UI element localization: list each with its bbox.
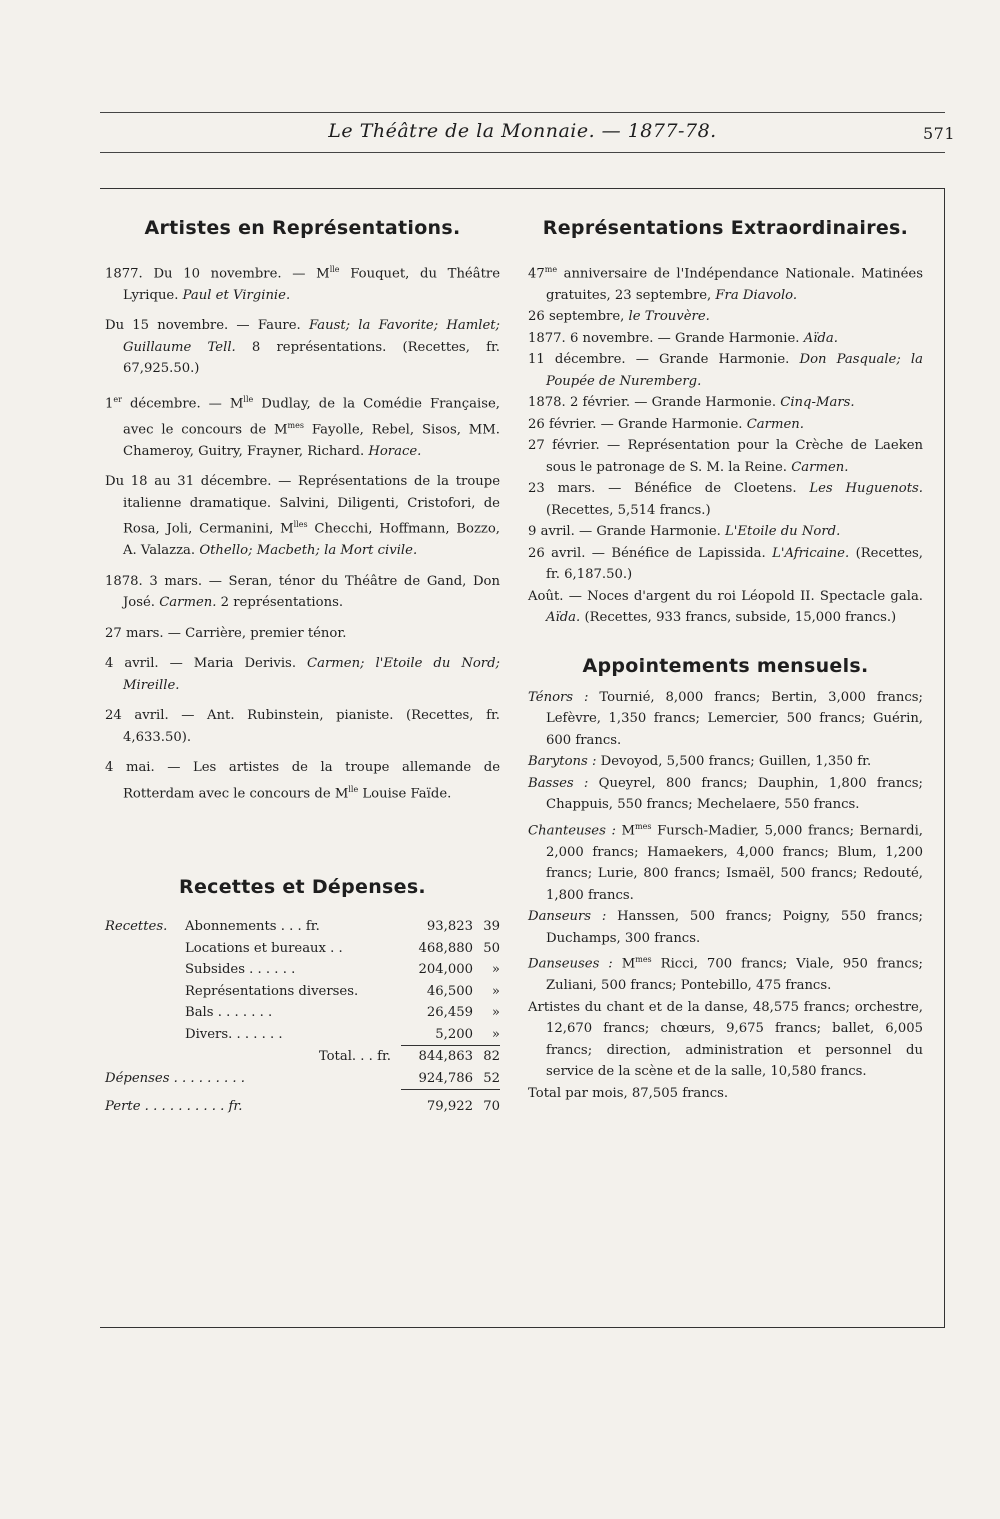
text-segment: anniversaire de l'Indépendance Nationale. Matinées gratuites, 23 septembre,: [546, 266, 923, 303]
text-segment: Fursch-Madier, 5,000 francs; Bernardi, 2,000 francs; Hamaekers, 4,000 francs; Blum, 1,200 francs; Lurie, 800 francs; Ismaël, 500 francs; Redouté, 1,800 francs.: [546, 823, 923, 903]
extraordinaires-list: [528, 259, 923, 629]
total-row: [105, 1046, 500, 1068]
table-row: [105, 938, 500, 960]
text-segment: Barytons :: [528, 754, 597, 770]
row-label: [105, 938, 185, 960]
header-rule-top: [100, 112, 945, 113]
text-segment: (Recettes, fr. 6,187.50.): [546, 545, 923, 583]
row-cents: »: [491, 962, 500, 978]
depenses-amount: 924,786: [401, 1068, 473, 1090]
text-segment: 1877. Du 10 novembre. — M: [105, 266, 330, 282]
text-segment: Faust; la Favorite; Hamlet; Guillaume Tell.: [123, 318, 501, 355]
text-segment: lles: [293, 520, 308, 530]
text-segment: Paul et Virginie.: [182, 287, 291, 303]
text-segment: L'Etoile du Nord.: [725, 524, 841, 540]
text-segment: Fra Diavolo.: [715, 287, 798, 303]
text-segment: (Recettes, 933 francs, subside, 15,000 francs.): [580, 610, 897, 626]
appointements-entry: [528, 773, 923, 816]
text-segment: Carmen; l'Etoile du Nord; Mireille.: [123, 656, 500, 693]
extraordinaires-entry: [528, 259, 923, 306]
right-column: [528, 217, 923, 1104]
table-row: [105, 1024, 500, 1046]
row-cents: »: [491, 1005, 500, 1021]
extraordinaires-entry: [528, 349, 923, 392]
table-row: [105, 1002, 500, 1024]
table-row: [105, 916, 500, 938]
text-segment: Devoyod, 5,500 francs; Guillen, 1,350 fr.: [596, 754, 872, 770]
table-row: [105, 959, 500, 981]
text-segment: M: [615, 823, 636, 839]
page-frame: [100, 188, 945, 1328]
extraordinaires-entry: [528, 586, 923, 629]
left-column: [105, 217, 500, 1118]
extraordinaires-entry: [528, 328, 923, 350]
appointements-entry: [528, 751, 923, 773]
row-label: [105, 1002, 185, 1024]
text-segment: Carmen.: [746, 416, 804, 432]
perte-amount: 79,922: [426, 1099, 473, 1115]
text-segment: Fouquet, du Théâtre Lyrique.: [123, 266, 501, 303]
text-segment: Horace.: [368, 443, 422, 459]
artistes-entry: [105, 259, 500, 306]
table-row: [105, 981, 500, 1003]
text-segment: mes: [635, 821, 652, 831]
text-segment: lle: [329, 265, 340, 274]
appointements-entry: [528, 1083, 923, 1105]
text-segment: 8 représentations. (Recettes, fr. 67,925.50.): [123, 339, 500, 377]
depenses-cents: 52: [473, 1068, 500, 1090]
appointements-title: Appointements mensuels.: [582, 654, 869, 677]
row-cents: »: [473, 1024, 500, 1046]
extraordinaires-entry: [528, 392, 923, 414]
total-label: Total. . . fr.: [318, 1049, 391, 1065]
text-segment: 47: [528, 266, 545, 282]
text-segment: 9 avril. — Grande Harmonie.: [528, 524, 726, 540]
text-segment: Du 18 au 31 décembre. — Représentations de la troupe italienne dramatique. Salvini, Diligenti, Cristofori, de Rosa, Joli, Cermanini, M: [105, 474, 500, 537]
text-segment: er: [113, 394, 122, 404]
text-segment: M: [612, 956, 636, 972]
appointements-entry: [528, 949, 923, 996]
row-cents: 50: [483, 940, 500, 956]
text-segment: Chanteuses :: [528, 823, 616, 839]
row-amount: 5,200: [401, 1024, 473, 1046]
text-segment: Dudlay, de la Comédie Française, avec le concours de M: [123, 396, 500, 438]
text-segment: Août. — Noces d'argent du roi Léopold II. Spectacle gala.: [528, 588, 923, 604]
appointements-entry: [528, 816, 923, 906]
text-segment: 4 mai. — Les artistes de la troupe allemande de Rotterdam avec le concours de M: [105, 760, 500, 801]
artistes-entry: [105, 757, 500, 804]
extraordinaires-entry: [528, 435, 923, 478]
text-segment: 2 représentations.: [216, 595, 344, 611]
text-segment: décembre. — M: [121, 396, 244, 412]
text-segment: 1878. 3 mars. — Seran, ténor du Théâtre de Gand, Don José.: [105, 573, 500, 611]
depenses-label: Dépenses . . . . . . . . .: [105, 1071, 245, 1087]
perte-cents: 70: [483, 1099, 500, 1115]
text-segment: 27 février. — Représentation pour la Crèche de Laeken sous le patronage de S. M. la Reine.: [528, 438, 923, 475]
text-segment: 23 mars. — Bénéfice de Cloetens.: [528, 481, 810, 497]
perte-row: [105, 1090, 500, 1118]
row-amount: 93,823: [426, 919, 473, 935]
text-segment: Don Pasquale; la Poupée de Nuremberg.: [546, 352, 923, 389]
text-segment: Louise Faïde.: [358, 785, 452, 801]
text-segment: 1877. 6 novembre. — Grande Harmonie.: [528, 330, 804, 346]
recettes-title: Recettes et Dépenses.: [179, 876, 426, 899]
row-cents: 39: [483, 919, 500, 935]
text-segment: 11 décembre. — Grande Harmonie.: [528, 352, 800, 368]
text-segment: le Trouvère.: [628, 309, 710, 325]
total-amount: 844,863: [418, 1049, 473, 1065]
text-segment: Carmen.: [791, 459, 849, 475]
row-description: Abonnements . . . fr.: [185, 919, 320, 935]
row-description: Représentations diverses.: [185, 983, 359, 999]
row-description: Subsides . . . . . .: [185, 962, 296, 978]
text-segment: Queyrel, 800 francs; Dauphin, 1,800 francs; Chappuis, 550 francs; Mechelaere, 550 francs.: [546, 775, 923, 813]
row-description: Bals . . . . . . .: [185, 1005, 273, 1021]
text-segment: Carmen.: [159, 595, 217, 611]
text-segment: 27 mars. — Carrière, premier ténor.: [105, 625, 347, 641]
artistes-entry: [105, 389, 500, 462]
text-segment: lle: [348, 784, 359, 794]
row-label: [105, 959, 185, 981]
depenses-row: [105, 1068, 500, 1090]
artistes-entry: [105, 705, 500, 748]
text-segment: 1: [105, 396, 114, 412]
artistes-entry: [105, 471, 500, 561]
text-segment: Ténors :: [528, 689, 589, 705]
row-amount: 26,459: [426, 1005, 473, 1021]
text-segment: Checchi, Hoffmann, Bozzo, A. Valazza.: [123, 521, 500, 559]
text-segment: Othello; Macbeth; la Mort civile.: [199, 543, 418, 559]
text-segment: 4 avril. — Maria Derivis.: [105, 656, 307, 672]
extraordinaires-entry: [528, 306, 923, 328]
row-label: [105, 1024, 185, 1046]
text-segment: Du 15 novembre. — Faure.: [105, 318, 309, 334]
text-segment: 24 avril. — Ant. Rubinstein, pianiste. (Recettes, fr. 4,633.50).: [105, 708, 500, 745]
artistes-entry: [105, 315, 500, 380]
appointements-entry: [528, 997, 923, 1083]
text-segment: Total par mois, 87,505 francs.: [528, 1085, 729, 1101]
page-number: 571: [922, 124, 955, 143]
text-segment: me: [544, 265, 558, 274]
row-amount: 46,500: [426, 983, 473, 999]
text-segment: Artistes du chant et de la danse, 48,575 francs; orchestre, 12,670 francs; chœurs, 9,675 francs; ballet, 6,005 francs; direction, administration et personnel du service de la scène et de la salle, 10,580 francs.: [528, 999, 923, 1080]
text-segment: Danseuses :: [528, 956, 613, 972]
extraordinaires-entry: [528, 521, 923, 543]
text-segment: L'Africaine.: [772, 545, 850, 561]
extraordinaires-title: Représentations Extraordinaires.: [542, 217, 909, 239]
text-segment: Cinq-Mars.: [780, 395, 855, 411]
row-description: Locations et bureaux . .: [185, 940, 343, 956]
text-segment: Danseurs :: [528, 909, 607, 925]
text-segment: 1878. 2 février. — Grande Harmonie.: [528, 395, 781, 411]
text-segment: mes: [287, 420, 304, 430]
running-head: [100, 116, 955, 152]
text-segment: Tournié, 8,000 francs; Bertin, 3,000 francs; Lefèvre, 1,350 francs; Lemercier, 500 francs; Guérin, 600 francs.: [546, 689, 923, 748]
recettes-table: [105, 916, 500, 1118]
artistes-entry: [105, 623, 500, 645]
perte-label: Perte . . . . . . . . . . fr.: [105, 1099, 243, 1115]
row-amount: 468,880: [418, 940, 473, 956]
extraordinaires-entry: [528, 543, 923, 586]
text-segment: lle: [243, 394, 254, 404]
text-segment: mes: [635, 955, 652, 965]
artistes-entry: [105, 571, 500, 614]
text-segment: 26 septembre,: [528, 309, 629, 325]
text-segment: Aïda.: [803, 330, 838, 346]
artistes-list: [105, 259, 500, 804]
artistes-title: Artistes en Représentations.: [144, 217, 461, 239]
appointements-entry: [528, 687, 923, 752]
text-segment: Hanssen, 500 francs; Poigny, 550 francs; Duchamps, 300 francs.: [546, 909, 924, 946]
appointements-list: [528, 687, 923, 1104]
extraordinaires-entry: [528, 414, 923, 436]
text-segment: (Recettes, 5,514 francs.): [546, 502, 711, 518]
total-cents: 82: [483, 1049, 500, 1065]
header-rule-bottom: [100, 152, 945, 153]
row-label: [105, 981, 185, 1003]
extraordinaires-entry: [528, 478, 923, 521]
row-label: [105, 1046, 185, 1068]
text-segment: Basses :: [528, 775, 589, 791]
text-segment: Fayolle, Rebel, Sisos, MM. Chameroy, Guitry, Frayner, Richard.: [123, 422, 500, 459]
row-cents: »: [491, 983, 500, 999]
text-segment: Les Huguenots.: [809, 481, 923, 497]
text-segment: 26 avril. — Bénéfice de Lapissida.: [528, 545, 773, 561]
text-segment: Aïda.: [546, 610, 581, 626]
appointements-entry: [528, 906, 923, 949]
running-title: Le Théâtre de la Monnaie. — 1877-78.: [328, 120, 717, 142]
row-amount: 204,000: [418, 962, 473, 978]
row-label: Recettes.: [105, 919, 168, 935]
text-segment: Ricci, 700 francs; Viale, 950 francs; Zuliani, 500 francs; Pontebillo, 475 francs.: [546, 956, 924, 994]
artistes-entry: [105, 653, 500, 696]
text-segment: 26 février. — Grande Harmonie.: [528, 416, 747, 432]
row-description: Divers. . . . . . .: [185, 1027, 283, 1043]
